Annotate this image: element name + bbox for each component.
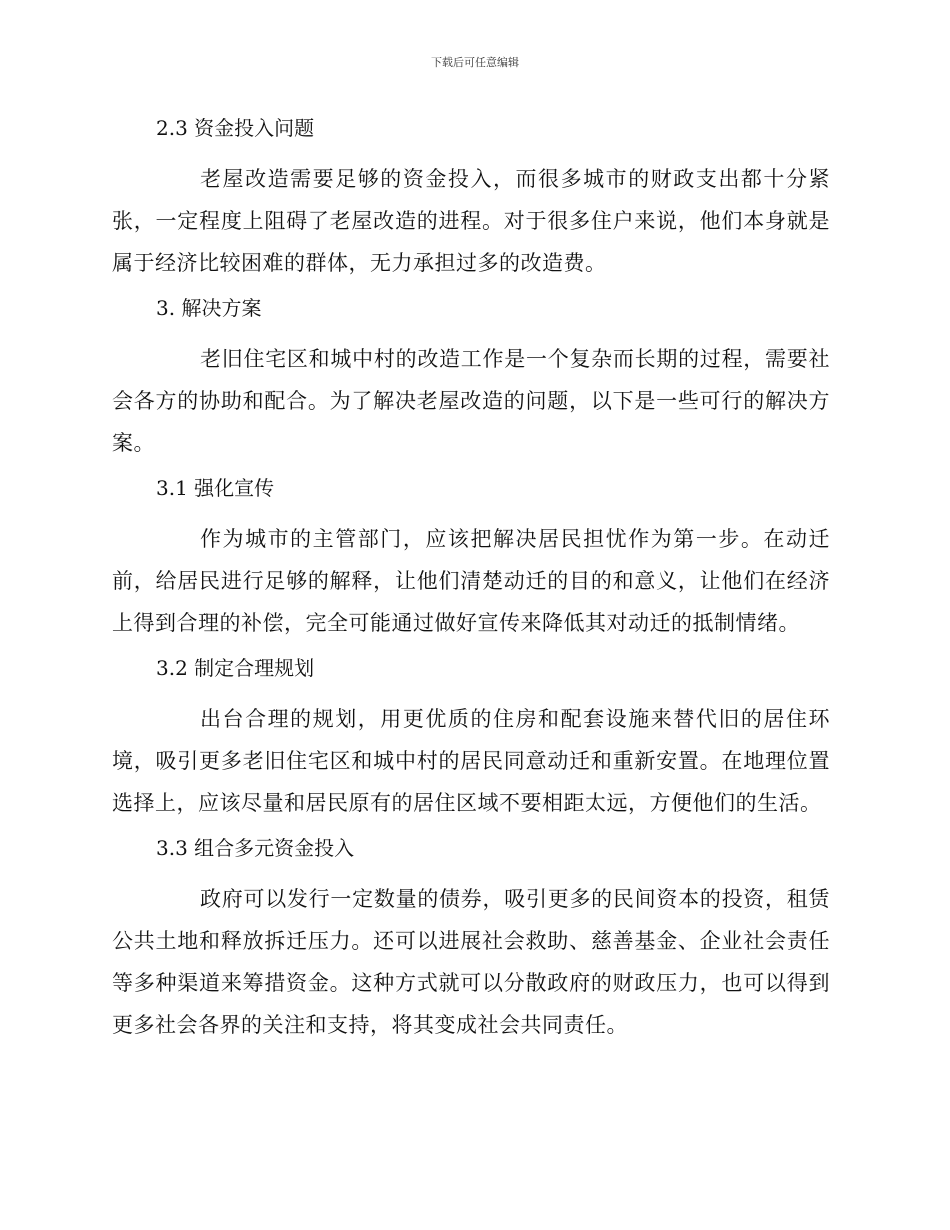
section-heading-3-2: 3.2 制定合理规划 [156,656,315,680]
section-heading-2-3: 2.3 资金投入问题 [156,116,315,140]
section-heading-3-1: 3.1 强化宣传 [156,476,275,500]
page-header: 下载后可任意编辑 [431,56,519,69]
section-heading-3: 3. 解决方案 [156,296,262,320]
section-paragraph-3: 老旧住宅区和城中村的改造工作是一个复杂而长期的过程，需要社会各方的协助和配合。为了解决老屋改造的问题，以下是一些可行的解决方案。 [112,347,830,455]
section-paragraph-2-3: 老屋改造需要足够的资金投入，而很多城市的财政支出都十分紧张，一定程度上阻碍了老屋改造的进程。对于很多住户来说，他们本身就是属于经济比较困难的群体，无力承担过多的改造费。 [112,167,830,275]
document-body [112,108,830,1050]
section-paragraph-3-1: 作为城市的主管部门，应该把解决居民担忧作为第一步。在动迁前，给居民进行足够的解释，让他们清楚动迁的目的和意义，让他们在经济上得到合理的补偿，完全可能通过做好宣传来降低其对动迁的抵制情绪。 [112,527,830,635]
section-heading-3-3: 3.3 组合多元资金投入 [156,836,355,860]
section-paragraph-3-2: 出台合理的规划，用更优质的住房和配套设施来替代旧的居住环境，吸引更多老旧住宅区和城中村的居民同意动迁和重新安置。在地理位置选择上，应该尽量和居民原有的居住区域不要相距太远，方便他们的生活。 [112,707,830,815]
section-paragraph-3-3: 政府可以发行一定数量的债券，吸引更多的民间资本的投资，租赁公共土地和释放拆迁压力。还可以进展社会救助、慈善基金、企业社会责任等多种渠道来筹措资金。这种方式就可以分散政府的财政压力，也可以得到更多社会各界的关注和支持，将其变成社会共同责任。 [112,887,830,1037]
